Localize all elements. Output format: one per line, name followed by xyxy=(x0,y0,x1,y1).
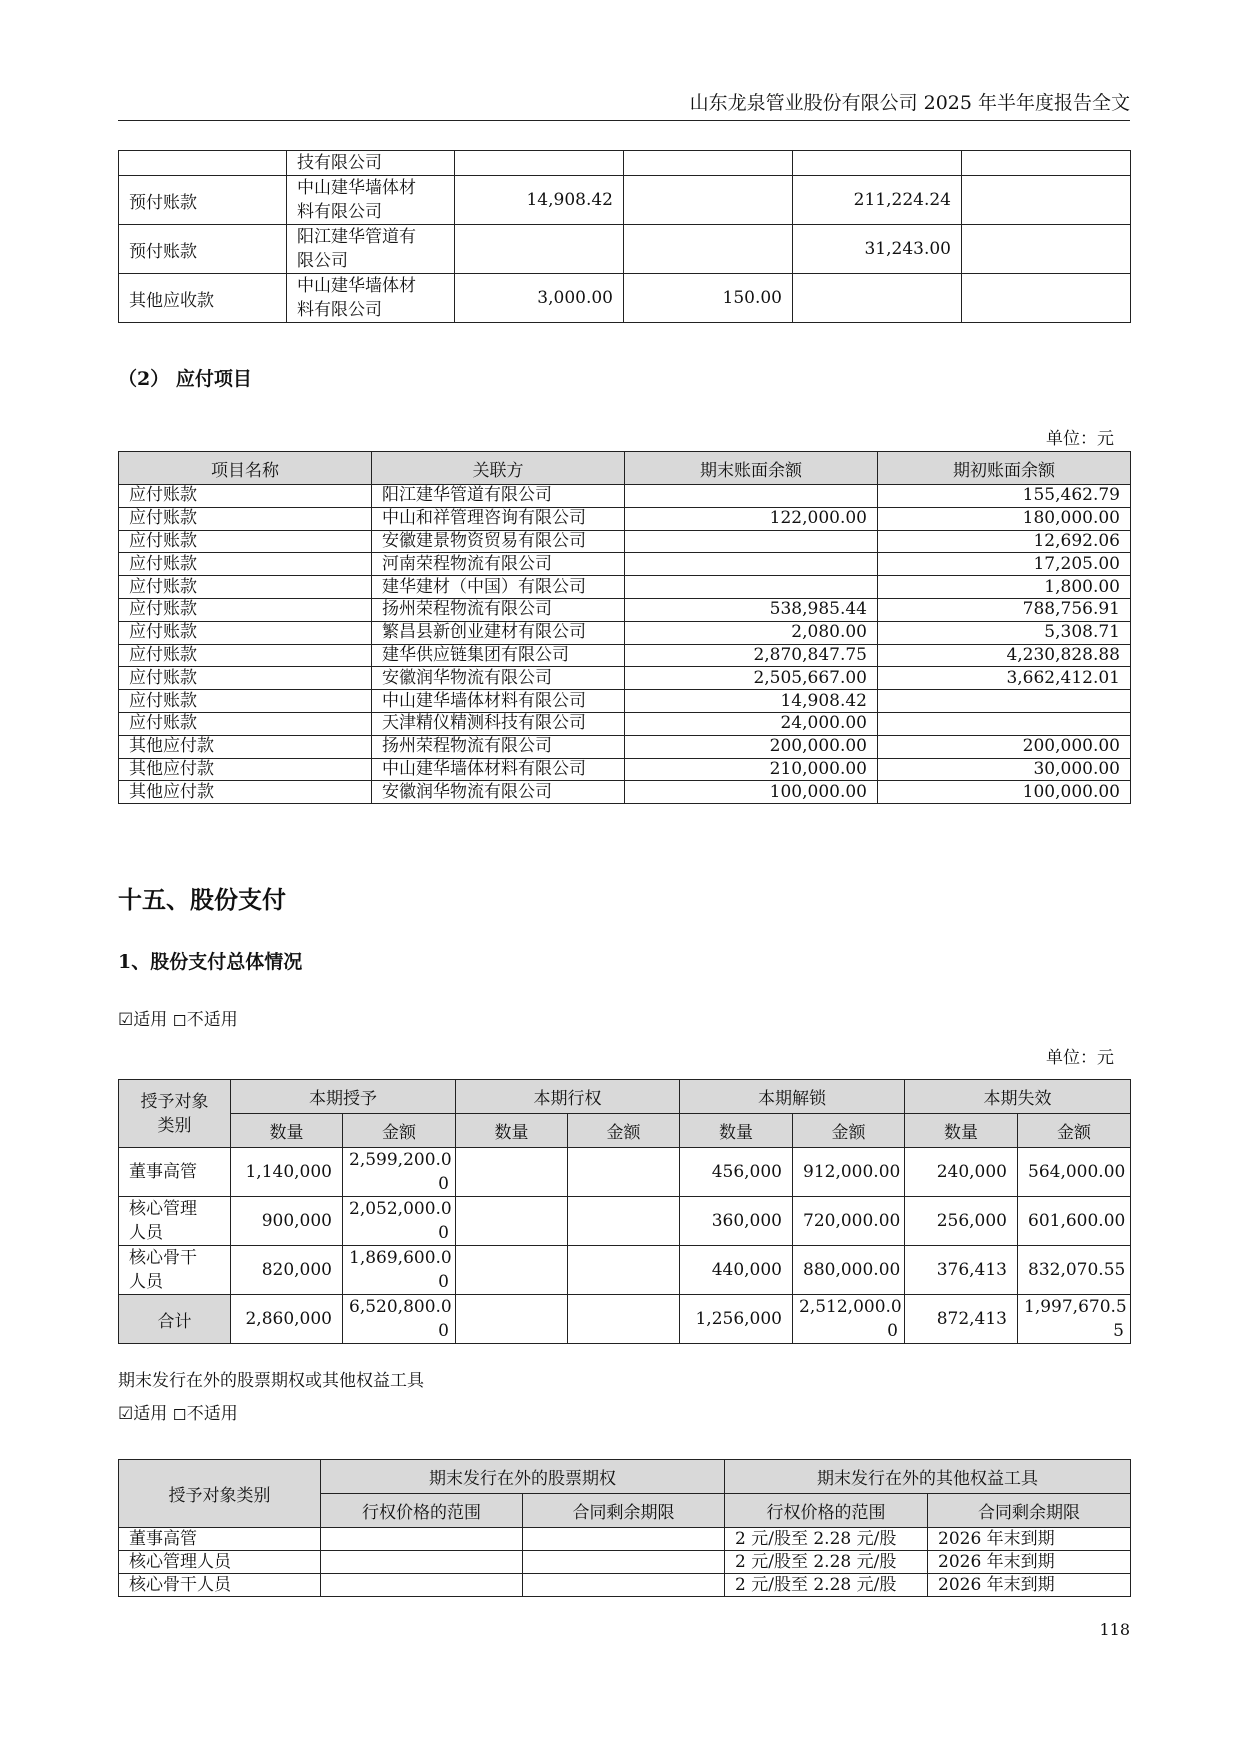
item-cell: 应付账款 xyxy=(119,507,372,530)
ending-balance-cell: 122,000.00 xyxy=(625,507,878,530)
item-cell: 应付账款 xyxy=(119,598,372,621)
related-party-cell: 河南荣程物流有限公司 xyxy=(372,553,625,576)
related-party-cell: 安徽建景物资贸易有限公司 xyxy=(372,530,625,553)
value-cell xyxy=(962,225,1131,274)
header-lapsed: 本期失效 xyxy=(905,1080,1131,1114)
header-grant-category: 授予对象类别 xyxy=(119,1460,321,1528)
ending-balance-cell: 2,870,847.75 xyxy=(625,644,878,667)
value-cell xyxy=(624,151,793,176)
page-number: 118 xyxy=(1099,1620,1130,1639)
item-cell: 应付账款 xyxy=(119,690,372,713)
opening-balance-cell xyxy=(878,712,1131,735)
outstanding-applicable: ☑适用 ◻不适用 xyxy=(118,1404,238,1424)
opening-balance-cell: 100,000.00 xyxy=(878,781,1131,804)
quantity-cell: 456,000 xyxy=(680,1148,793,1197)
grant-category-cell: 核心管理 人员 xyxy=(119,1197,231,1246)
payables-unit-label: 单位：元 xyxy=(1046,429,1114,449)
value-cell xyxy=(624,225,793,274)
item-cell: 其他应付款 xyxy=(119,735,372,758)
item-cell: 应付账款 xyxy=(119,576,372,599)
quantity-cell: 820,000 xyxy=(231,1246,343,1295)
header-item-name: 项目名称 xyxy=(119,452,372,485)
opening-balance-cell: 180,000.00 xyxy=(878,507,1131,530)
quantity-cell: 360,000 xyxy=(680,1197,793,1246)
header-quantity: 数量 xyxy=(905,1114,1018,1148)
ending-balance-cell xyxy=(625,485,878,508)
ending-balance-cell xyxy=(625,530,878,553)
ending-balance-cell: 2,080.00 xyxy=(625,621,878,644)
table-row xyxy=(119,485,1131,508)
opening-balance-cell xyxy=(878,690,1131,713)
related-party-cell: 中山建华墙体材 料有限公司 xyxy=(287,274,455,323)
table-row xyxy=(119,690,1131,713)
item-cell: 预付账款 xyxy=(119,176,287,225)
value-cell: 211,224.24 xyxy=(793,176,962,225)
header-amount: 金额 xyxy=(343,1114,456,1148)
header-amount: 金额 xyxy=(568,1114,680,1148)
ending-balance-cell: 538,985.44 xyxy=(625,598,878,621)
quantity-cell: 900,000 xyxy=(231,1197,343,1246)
opening-balance-cell: 155,462.79 xyxy=(878,485,1131,508)
item-cell: 应付账款 xyxy=(119,553,372,576)
related-party-cell: 建华供应链集团有限公司 xyxy=(372,644,625,667)
opening-balance-cell: 3,662,412.01 xyxy=(878,667,1131,690)
remaining-term-cell: 2026 年末到期 xyxy=(928,1551,1131,1574)
value-cell xyxy=(455,225,624,274)
quantity-cell xyxy=(456,1148,568,1197)
amount-cell xyxy=(568,1148,680,1197)
opening-balance-cell: 17,205.00 xyxy=(878,553,1131,576)
grant-category-cell: 合计 xyxy=(119,1295,231,1344)
quantity-cell: 376,413 xyxy=(905,1246,1018,1295)
item-cell: 预付账款 xyxy=(119,225,287,274)
amount-cell: 2,052,000.0 0 xyxy=(343,1197,456,1246)
opening-balance-cell: 788,756.91 xyxy=(878,598,1131,621)
quantity-cell: 872,413 xyxy=(905,1295,1018,1344)
table-row xyxy=(119,507,1131,530)
remaining-term-cell xyxy=(523,1528,725,1551)
table-row xyxy=(119,1574,1131,1597)
payables-header-row xyxy=(119,452,1131,485)
amount-cell: 601,600.00 xyxy=(1018,1197,1131,1246)
ending-balance-cell: 210,000.00 xyxy=(625,758,878,781)
exercise-price-range-cell: 2 元/股至 2.28 元/股 xyxy=(725,1574,928,1597)
value-cell: 150.00 xyxy=(624,274,793,323)
header-related-party: 关联方 xyxy=(372,452,625,485)
ending-balance-cell: 24,000.00 xyxy=(625,712,878,735)
item-cell: 应付账款 xyxy=(119,644,372,667)
amount-cell xyxy=(568,1197,680,1246)
related-party-cell: 技有限公司 xyxy=(287,151,455,176)
table-row xyxy=(119,781,1131,804)
share-payment-applicable: ☑适用 ◻不适用 xyxy=(118,1010,238,1030)
remaining-term-cell: 2026 年末到期 xyxy=(928,1528,1131,1551)
item-cell: 应付账款 xyxy=(119,621,372,644)
related-party-cell: 扬州荣程物流有限公司 xyxy=(372,598,625,621)
value-cell: 31,243.00 xyxy=(793,225,962,274)
header-divider xyxy=(118,120,1130,121)
related-party-cell: 中山建华墙体材料有限公司 xyxy=(372,758,625,781)
item-cell xyxy=(119,151,287,176)
header-quantity: 数量 xyxy=(680,1114,793,1148)
amount-cell: 2,512,000.0 0 xyxy=(793,1295,905,1344)
exercise-price-range-cell: 2 元/股至 2.28 元/股 xyxy=(725,1551,928,1574)
item-cell: 应付账款 xyxy=(119,530,372,553)
grant-category-cell: 核心骨干 人员 xyxy=(119,1246,231,1295)
header-opening-balance: 期初账面余额 xyxy=(878,452,1131,485)
related-party-cell: 中山和祥管理咨询有限公司 xyxy=(372,507,625,530)
related-party-cell: 安徽润华物流有限公司 xyxy=(372,781,625,804)
value-cell xyxy=(793,151,962,176)
ending-balance-cell xyxy=(625,553,878,576)
grant-category-cell: 核心骨干人员 xyxy=(119,1574,321,1597)
related-party-cell: 扬州荣程物流有限公司 xyxy=(372,735,625,758)
table-row xyxy=(119,598,1131,621)
table-row xyxy=(119,225,1131,274)
item-cell: 其他应收款 xyxy=(119,274,287,323)
table-row xyxy=(119,1246,1131,1295)
header-outstanding-options: 期末发行在外的股票期权 xyxy=(321,1460,725,1494)
ending-balance-cell: 2,505,667.00 xyxy=(625,667,878,690)
opening-balance-cell: 200,000.00 xyxy=(878,735,1131,758)
amount-cell: 1,869,600.0 0 xyxy=(343,1246,456,1295)
table-row xyxy=(119,176,1131,225)
exercise-price-range-cell: 2 元/股至 2.28 元/股 xyxy=(725,1528,928,1551)
value-cell: 14,908.42 xyxy=(455,176,624,225)
value-cell: 3,000.00 xyxy=(455,274,624,323)
table-row xyxy=(119,1295,1131,1344)
header-amount: 金额 xyxy=(793,1114,905,1148)
amount-cell: 1,997,670.5 5 xyxy=(1018,1295,1131,1344)
payables-table xyxy=(118,451,1131,804)
opening-balance-cell: 1,800.00 xyxy=(878,576,1131,599)
report-header-title: 山东龙泉管业股份有限公司 2025 年半年度报告全文 xyxy=(689,92,1130,114)
quantity-cell: 1,256,000 xyxy=(680,1295,793,1344)
grant-category-cell: 董事高管 xyxy=(119,1148,231,1197)
related-party-cell: 繁昌县新创业建材有限公司 xyxy=(372,621,625,644)
value-cell xyxy=(793,274,962,323)
share-payment-overview-title: 1、股份支付总体情况 xyxy=(118,951,303,973)
table-row xyxy=(119,553,1131,576)
item-cell: 其他应付款 xyxy=(119,758,372,781)
amount-cell: 880,000.00 xyxy=(793,1246,905,1295)
value-cell xyxy=(455,151,624,176)
outstanding-instruments-table xyxy=(118,1459,1131,1597)
share-payment-unit-label: 单位：元 xyxy=(1046,1048,1114,1068)
table-row xyxy=(119,530,1131,553)
ending-balance-cell: 200,000.00 xyxy=(625,735,878,758)
table-row xyxy=(119,1197,1131,1246)
value-cell xyxy=(624,176,793,225)
table-row xyxy=(119,735,1131,758)
amount-cell: 912,000.00 xyxy=(793,1148,905,1197)
amount-cell: 2,599,200.0 0 xyxy=(343,1148,456,1197)
header-remaining-term: 合同剩余期限 xyxy=(523,1494,725,1528)
share-payment-table xyxy=(118,1079,1131,1344)
header-exercise-price-range: 行权价格的范围 xyxy=(321,1494,523,1528)
table-row xyxy=(119,1148,1131,1197)
header-exercised: 本期行权 xyxy=(456,1080,680,1114)
ending-balance-cell: 14,908.42 xyxy=(625,690,878,713)
value-cell xyxy=(962,151,1131,176)
amount-cell: 6,520,800.0 0 xyxy=(343,1295,456,1344)
table-row xyxy=(119,1528,1131,1551)
table-row xyxy=(119,621,1131,644)
header-ending-balance: 期末账面余额 xyxy=(625,452,878,485)
related-party-cell: 阳江建华管道有限公司 xyxy=(372,485,625,508)
value-cell xyxy=(962,176,1131,225)
table-row xyxy=(119,712,1131,735)
related-party-cell: 建华建材（中国）有限公司 xyxy=(372,576,625,599)
quantity-cell xyxy=(456,1197,568,1246)
ending-balance-cell: 100,000.00 xyxy=(625,781,878,804)
header-outstanding-other-equity: 期末发行在外的其他权益工具 xyxy=(725,1460,1131,1494)
opening-balance-cell: 5,308.71 xyxy=(878,621,1131,644)
quantity-cell: 440,000 xyxy=(680,1246,793,1295)
header-granted: 本期授予 xyxy=(231,1080,456,1114)
header-quantity: 数量 xyxy=(231,1114,343,1148)
header-exercise-price-range: 行权价格的范围 xyxy=(725,1494,928,1528)
related-party-cell: 阳江建华管道有 限公司 xyxy=(287,225,455,274)
exercise-price-range-cell xyxy=(321,1574,523,1597)
related-party-cell: 天津精仪精测科技有限公司 xyxy=(372,712,625,735)
receivables-continuation-table xyxy=(118,150,1131,323)
table-row xyxy=(119,1551,1131,1574)
opening-balance-cell: 30,000.00 xyxy=(878,758,1131,781)
section-share-payment-title: 十五、股份支付 xyxy=(118,885,286,914)
item-cell: 应付账款 xyxy=(119,667,372,690)
opening-balance-cell: 12,692.06 xyxy=(878,530,1131,553)
ending-balance-cell xyxy=(625,576,878,599)
amount-cell xyxy=(568,1246,680,1295)
related-party-cell: 中山建华墙体材 料有限公司 xyxy=(287,176,455,225)
grant-category-cell: 董事高管 xyxy=(119,1528,321,1551)
table-row xyxy=(119,758,1131,781)
quantity-cell xyxy=(456,1295,568,1344)
amount-cell xyxy=(568,1295,680,1344)
related-party-cell: 中山建华墙体材料有限公司 xyxy=(372,690,625,713)
header-unlocked: 本期解锁 xyxy=(680,1080,905,1114)
amount-cell: 564,000.00 xyxy=(1018,1148,1131,1197)
section-payables-title: （2） 应付项目 xyxy=(118,368,252,390)
quantity-cell: 2,860,000 xyxy=(231,1295,343,1344)
header-quantity: 数量 xyxy=(456,1114,568,1148)
table-row xyxy=(119,151,1131,176)
value-cell xyxy=(962,274,1131,323)
remaining-term-cell: 2026 年末到期 xyxy=(928,1574,1131,1597)
related-party-cell: 安徽润华物流有限公司 xyxy=(372,667,625,690)
item-cell: 应付账款 xyxy=(119,712,372,735)
exercise-price-range-cell xyxy=(321,1528,523,1551)
item-cell: 其他应付款 xyxy=(119,781,372,804)
grant-category-cell: 核心管理人员 xyxy=(119,1551,321,1574)
header-amount: 金额 xyxy=(1018,1114,1131,1148)
item-cell: 应付账款 xyxy=(119,485,372,508)
quantity-cell: 240,000 xyxy=(905,1148,1018,1197)
amount-cell: 720,000.00 xyxy=(793,1197,905,1246)
quantity-cell: 256,000 xyxy=(905,1197,1018,1246)
quantity-cell: 1,140,000 xyxy=(231,1148,343,1197)
outstanding-instruments-title: 期末发行在外的股票期权或其他权益工具 xyxy=(118,1371,424,1391)
table-row xyxy=(119,576,1131,599)
exercise-price-range-cell xyxy=(321,1551,523,1574)
header-grant-category: 授予对象 类别 xyxy=(119,1080,231,1148)
header-remaining-term: 合同剩余期限 xyxy=(928,1494,1131,1528)
table-row xyxy=(119,644,1131,667)
amount-cell: 832,070.55 xyxy=(1018,1246,1131,1295)
remaining-term-cell xyxy=(523,1551,725,1574)
remaining-term-cell xyxy=(523,1574,725,1597)
table-row xyxy=(119,667,1131,690)
table-row xyxy=(119,274,1131,323)
opening-balance-cell: 4,230,828.88 xyxy=(878,644,1131,667)
quantity-cell xyxy=(456,1246,568,1295)
